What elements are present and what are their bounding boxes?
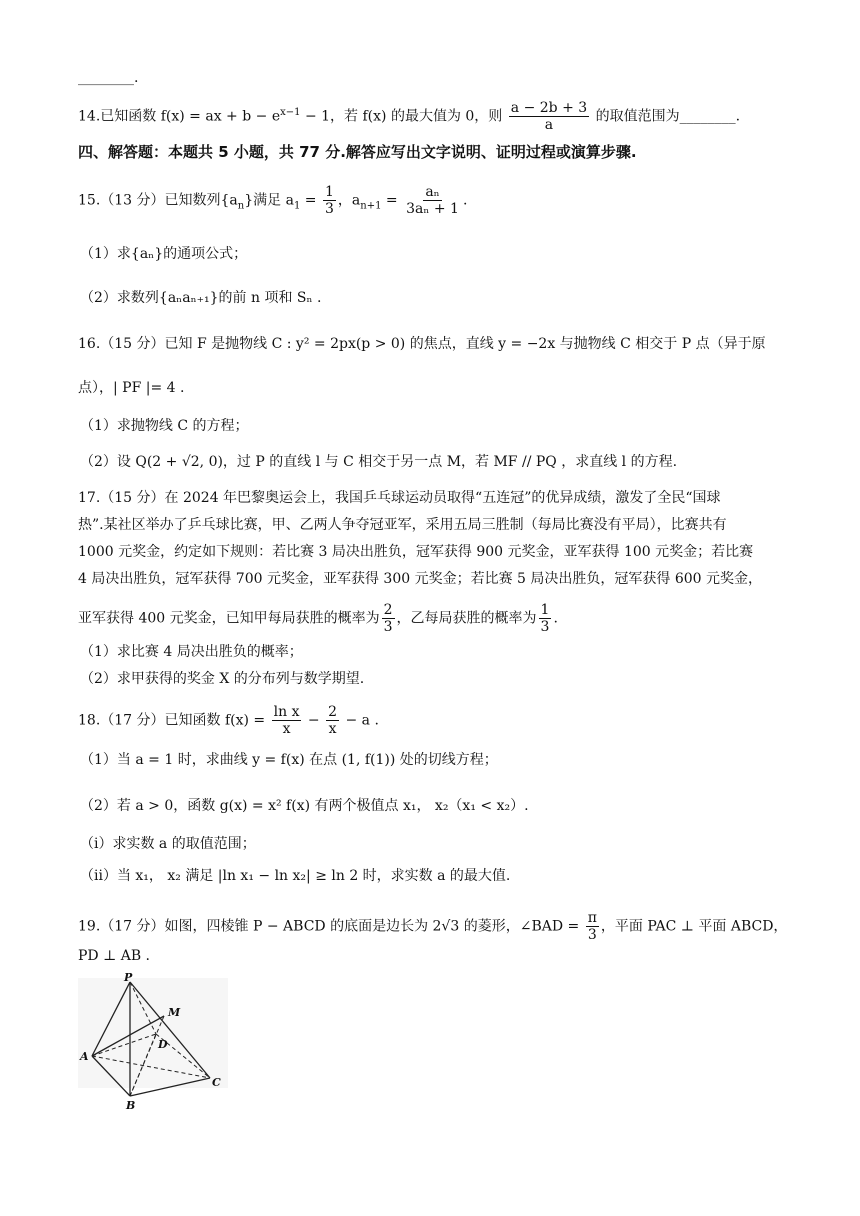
q17-part-1: （1）求比赛 4 局决出胜负的概率； bbox=[80, 644, 303, 660]
top-answer-blank: ________. bbox=[78, 70, 139, 86]
label-A: A bbox=[80, 1050, 89, 1063]
q14-function-tail: − 1 bbox=[300, 108, 331, 125]
q18-sub-1: （i）求实数 a 的取值范围； bbox=[80, 836, 256, 852]
q17-p2-numerator: 1 bbox=[540, 602, 550, 618]
q14-fraction-denominator: a bbox=[544, 117, 554, 134]
question-19 bbox=[78, 910, 788, 943]
q19-angle-fraction bbox=[586, 910, 599, 943]
q14-prefix: 14.已知函数 bbox=[78, 108, 161, 125]
q19-angle-numerator: π bbox=[587, 910, 597, 926]
q14-condition: ，若 f(x) 的最大值为 0，则 bbox=[330, 108, 507, 125]
q15-stem-b: }满足 a bbox=[244, 192, 294, 209]
q15-stem-c: = bbox=[300, 192, 321, 209]
q15-a1-denominator: 3 bbox=[324, 201, 334, 218]
q17-line-4: 4 局决出胜负，冠军获得 700 元奖金，亚军获得 300 元奖金；若比赛 5 局决出胜负，冠军获得 600 元奖金， bbox=[78, 571, 763, 587]
q16-part-1: （1）求抛物线 C 的方程； bbox=[80, 418, 249, 434]
figure-background bbox=[78, 978, 228, 1088]
q17-p1-denominator: 3 bbox=[383, 619, 393, 636]
q18-minus: − bbox=[303, 712, 325, 729]
question-18 bbox=[78, 704, 788, 737]
q14-suffix: 的取值范围为________. bbox=[591, 108, 741, 125]
q18-ln-fraction bbox=[272, 704, 302, 737]
q17-line-2: 热”.某社区举办了乒乓球比赛，甲、乙两人争夺冠亚军，采用五局三胜制（每局比赛没有平局），比赛共有 bbox=[78, 517, 727, 533]
section-4-heading: 四、解答题：本题共 5 小题，共 77 分.解答应写出文字说明、证明过程或演算步骤. bbox=[78, 143, 637, 161]
q17-line-5b: ，乙每局获胜的概率为 bbox=[396, 610, 537, 627]
q17-p1-fraction bbox=[382, 602, 395, 635]
q18-ln-numerator: ln x bbox=[273, 704, 300, 720]
q17-line-5 bbox=[78, 602, 788, 635]
q17-p2-denominator: 3 bbox=[540, 619, 550, 636]
q18-stem-a: 18.（17 分）已知函数 f(x) = bbox=[78, 712, 270, 729]
q18-second-fraction bbox=[326, 704, 339, 737]
q15-recurrence-numerator: aₙ bbox=[425, 184, 440, 200]
q14-fraction bbox=[509, 100, 589, 133]
label-P: P bbox=[124, 972, 133, 984]
q16-line-1: 16.（15 分）已知 F 是抛物线 C : y² = 2px(p > 0) 的焦点，直线 y = −2x 与抛物线 C 相交于 P 点（异于原 bbox=[78, 336, 766, 352]
q17-line-5c: . bbox=[553, 610, 558, 627]
label-C: C bbox=[212, 1076, 221, 1089]
q15-recurrence-fraction bbox=[404, 184, 461, 217]
q17-line-5a: 亚军获得 400 元奖金，已知甲每局获胜的概率为 bbox=[78, 610, 380, 627]
q19-line-2: PD ⊥ AB . bbox=[78, 948, 151, 964]
q15-part-2: （2）求数列{aₙaₙ₊₁}的前 n 项和 Sₙ . bbox=[80, 290, 322, 306]
label-B: B bbox=[126, 1099, 136, 1112]
q15-recurrence-denominator: 3aₙ + 1 bbox=[406, 201, 459, 218]
q18-part-1: （1）当 a = 1 时，求曲线 y = f(x) 在点 (1, f(1)) 处的切线方程； bbox=[80, 752, 498, 768]
q16-line-2: 点），| PF |= 4 . bbox=[78, 380, 185, 396]
q15-a1-fraction bbox=[323, 184, 336, 217]
q15-part-1: （1）求{aₙ}的通项公式； bbox=[80, 246, 248, 262]
q17-p2-fraction bbox=[539, 602, 552, 635]
q17-part-2: （2）求甲获得的奖金 X 的分布列与数学期望. bbox=[80, 671, 365, 687]
q16-part-2: （2）设 Q(2 + √2, 0)，过 P 的直线 l 与 C 相交于另一点 M，若 MF // PQ ，求直线 l 的方程. bbox=[80, 454, 678, 470]
q18-second-denominator: x bbox=[328, 721, 337, 738]
pyramid-figure bbox=[78, 972, 228, 1112]
q19-stem-b: ，平面 PAC ⊥ 平面 ABCD， bbox=[600, 918, 788, 935]
q15-stem-d: ，a bbox=[337, 192, 361, 209]
label-D: D bbox=[158, 1038, 168, 1051]
q19-stem-a: 19.（17 分）如图，四棱锥 P − ABCD 的底面是边长为 2√3 的菱形，∠BAD = bbox=[78, 918, 584, 935]
q18-sub-2: （ii）当 x₁， x₂ 满足 |ln x₁ − ln x₂| ≥ ln 2 时，求实数 a 的最大值. bbox=[80, 868, 511, 884]
q17-line-3: 1000 元奖金，约定如下规则：若比赛 3 局决出胜负，冠军获得 900 元奖金，亚军获得 100 元奖金；若比赛 bbox=[78, 544, 754, 560]
label-M: M bbox=[168, 1006, 181, 1019]
q14-fraction-numerator: a − 2b + 3 bbox=[510, 100, 588, 116]
q17-p1-numerator: 2 bbox=[383, 602, 393, 618]
q14-exponent: x−1 bbox=[280, 106, 301, 118]
q18-part-2: （2）若 a > 0，函数 g(x) = x² f(x) 有两个极值点 x₁， x₂（x₁ < x₂）. bbox=[80, 798, 529, 814]
q19-angle-denominator: 3 bbox=[587, 927, 597, 944]
q18-second-numerator: 2 bbox=[328, 704, 338, 720]
q14-function: f(x) = ax + b − e bbox=[160, 108, 281, 125]
q18-stem-b: − a . bbox=[341, 712, 379, 729]
q15-stem-e: = bbox=[381, 192, 403, 209]
q17-line-1: 17.（15 分）在 2024 年巴黎奥运会上，我国乒乓球运动员取得“五连冠”的优异成绩，激发了全民“国球 bbox=[78, 490, 721, 506]
question-14 bbox=[78, 100, 788, 133]
q15-a1-numerator: 1 bbox=[324, 184, 334, 200]
question-15: 15.（13 分）已知数列$\{a_n\}$满足 $a_1$ = $\frac{1}{3}$ ，$a_{n+1}$ = $\frac{\text{aₙ}}{\text{3aₙ + 1}}$ . bbox=[78, 184, 468, 218]
q18-ln-denominator: x bbox=[282, 721, 291, 738]
q15-stem-a: 15.（13 分）已知数列{a bbox=[78, 192, 238, 209]
